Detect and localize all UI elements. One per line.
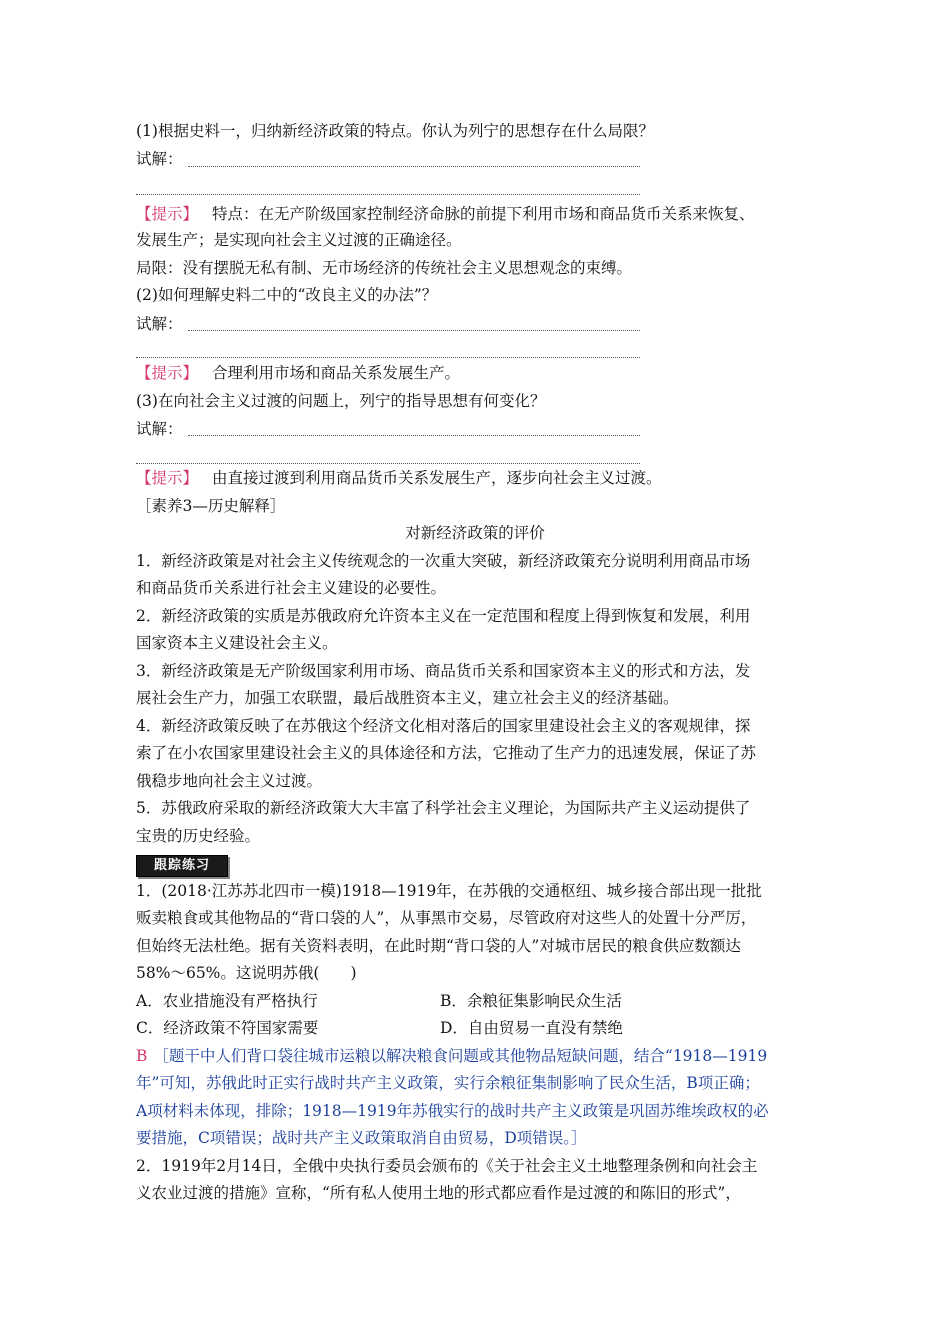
hint-text: 特点：在无产阶级国家控制经济命脉的前提下利用市场和商品货币关系来恢复、 bbox=[212, 205, 755, 223]
hint-tag: 【提示】 bbox=[136, 469, 199, 487]
practice-badge: 跟踪练习 bbox=[136, 855, 228, 877]
point-4-line-2: 索了在小农国家里建设社会主义的具体途径和方法，它推动了生产力的迅速发展，保证了苏 bbox=[136, 744, 757, 762]
question-2: (2)如何理解史料二中的“改良主义的办法”？ bbox=[136, 286, 438, 304]
answer-line-1a[interactable] bbox=[188, 166, 640, 167]
point-4-line-3: 俄稳步地向社会主义过渡。 bbox=[136, 772, 323, 790]
answer-label-2: 试解： bbox=[136, 315, 183, 333]
section-title: 对新经济政策的评价 bbox=[405, 524, 545, 542]
answer-line-3a[interactable] bbox=[188, 435, 640, 436]
option-c[interactable]: C．经济政策不符国家需要 bbox=[136, 1019, 319, 1037]
point-2-line-1: 2．新经济政策的实质是苏俄政府允许资本主义在一定范围和程度上得到恢复和发展，利用 bbox=[136, 607, 751, 625]
exercise-2-line-1: 2．1919年2月14日，全俄中央执行委员会颁布的《关于社会主义土地整理条例和向社会主 bbox=[136, 1157, 758, 1175]
answer-line-3b[interactable] bbox=[136, 463, 640, 464]
option-a[interactable]: A．农业措施没有严格执行 bbox=[136, 992, 318, 1010]
point-3-line-1: 3．新经济政策是无产阶级国家利用市场、商品货币关系和国家资本主义的形式和方法，发 bbox=[136, 662, 751, 680]
exercise-1-line-2: 贩卖粮食或其他物品的“背口袋的人”，从事黑市交易，尽管政府对这些人的处置十分严厉， bbox=[136, 909, 757, 927]
exercise-1-line-1: 1．(2018·江苏苏北四市一模)1918—1919年，在苏俄的交通枢纽、城乡接合部出现一批批 bbox=[136, 882, 762, 900]
hint-1-line-3: 局限：没有摆脱无私有制、无市场经济的传统社会主义思想观念的束缚。 bbox=[136, 259, 633, 277]
point-1-line-1: 1．新经济政策是对社会主义传统观念的一次重大突破，新经济政策充分说明利用商品市场 bbox=[136, 552, 751, 570]
point-5-line-1: 5．苏俄政府采取的新经济政策大大丰富了科学社会主义理论，为国际共产主义运动提供了 bbox=[136, 799, 751, 817]
hint-text: 合理利用市场和商品关系发展生产。 bbox=[212, 364, 461, 382]
hint-tag: 【提示】 bbox=[136, 205, 199, 223]
question-3: (3)在向社会主义过渡的问题上，列宁的指导思想有何变化？ bbox=[136, 392, 546, 410]
answer-line-2a[interactable] bbox=[188, 330, 640, 331]
explanation-line-2: 年”可知，苏俄此时正实行战时共产主义政策，实行余粮征集制影响了民众生活，B项正确； bbox=[136, 1074, 760, 1092]
exercise-2-line-2: 义农业过渡的措施》宣称，“所有私人使用土地的形式都应看作是过渡的和陈旧的形式”， bbox=[136, 1184, 741, 1202]
hint-1-line-2: 发展生产；是实现向社会主义过渡的正确途径。 bbox=[136, 231, 462, 249]
point-5-line-2: 宝贵的历史经验。 bbox=[136, 827, 261, 845]
answer-letter: B bbox=[136, 1047, 148, 1065]
explanation-line-3: A项材料未体现，排除；1918—1919年苏俄实行的战时共产主义政策是巩固苏维埃政权的必 bbox=[136, 1102, 769, 1120]
explanation-line-1 bbox=[136, 1045, 767, 1067]
answer-line-1b[interactable] bbox=[136, 194, 640, 195]
point-2-line-2: 国家资本主义建设社会主义。 bbox=[136, 634, 338, 652]
question-1: (1)根据史料一，归纳新经济政策的特点。你认为列宁的思想存在什么局限？ bbox=[136, 122, 654, 140]
option-b[interactable]: B．余粮征集影响民众生活 bbox=[440, 992, 622, 1010]
exercise-1-line-4: 58%～65%。这说明苏俄( ) bbox=[136, 964, 357, 982]
point-3-line-2: 展社会生产力，加强工农联盟，最后战胜资本主义，建立社会主义的经济基础。 bbox=[136, 689, 679, 707]
point-4-line-1: 4．新经济政策反映了在苏俄这个经济文化相对落后的国家里建设社会主义的客观规律，探 bbox=[136, 717, 751, 735]
point-1-line-2: 和商品货币关系进行社会主义建设的必要性。 bbox=[136, 579, 447, 597]
hint-1-line-1 bbox=[136, 203, 755, 225]
answer-label-1: 试解： bbox=[136, 150, 183, 168]
answer-line-2b[interactable] bbox=[136, 357, 640, 358]
explanation-line-4: 要措施，C项错误；战时共产主义政策取消自由贸易，D项错误。］ bbox=[136, 1129, 587, 1147]
hint-text: 由直接过渡到利用商品货币关系发展生产，逐步向社会主义过渡。 bbox=[212, 469, 662, 487]
hint-tag: 【提示】 bbox=[136, 364, 199, 382]
explanation-text: ［题干中人们背口袋往城市运粮以解决粮食问题或其他物品短缺问题，结合“1918—1919 bbox=[153, 1047, 768, 1065]
answer-label-3: 试解： bbox=[136, 420, 183, 438]
section-label: ［素养3—历史解释］ bbox=[136, 497, 286, 515]
exercise-1-line-3: 但始终无法杜绝。据有关资料表明，在此时期“背口袋的人”对城市居民的粮食供应数额达 bbox=[136, 937, 741, 955]
option-d[interactable]: D．自由贸易一直没有禁绝 bbox=[440, 1019, 623, 1037]
hint-2-line-1 bbox=[136, 362, 460, 384]
hint-3-line-1 bbox=[136, 467, 662, 489]
